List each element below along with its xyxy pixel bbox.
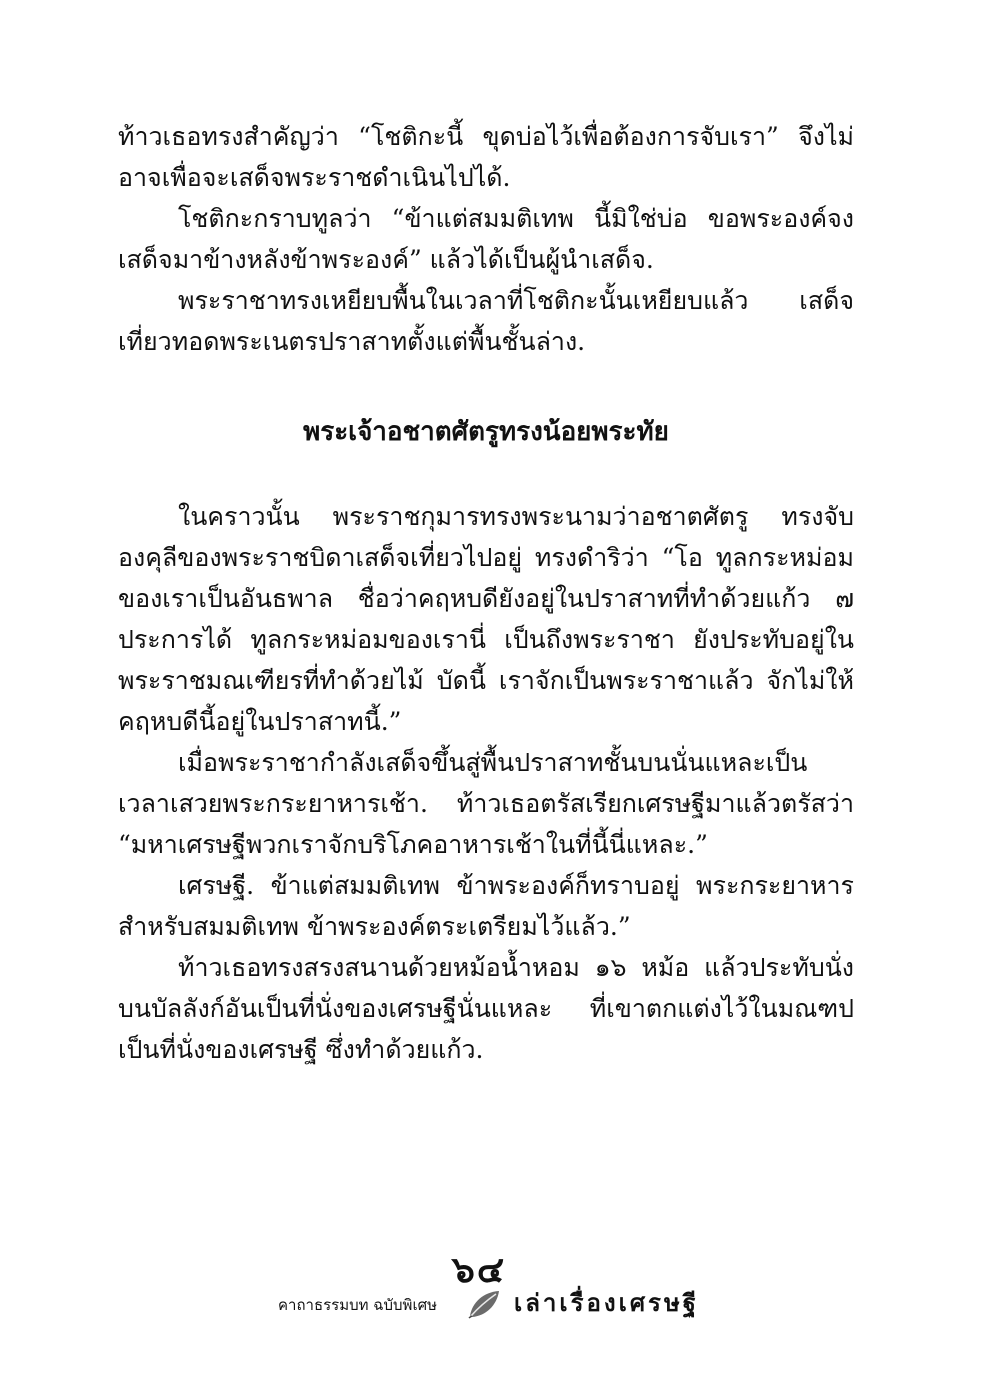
series-title: เล่าเรื่องเศรษฐี <box>514 1288 700 1317</box>
page-number: ๖๔ <box>452 1249 507 1291</box>
text-block-top <box>118 116 854 362</box>
paragraph-1: ท้าวเธอทรงสำคัญว่า “โชติกะนี้ ขุดบ่อไว้เพื่อต้องการจับเรา” จึงไม่อาจเพื่อจะเสด็จพระราชดำเนินไปได้. <box>118 122 854 192</box>
text-block-main <box>118 496 854 1070</box>
book-title: คาถาธรรมบท ฉบับพิเศษ <box>278 1296 437 1314</box>
leaf-icon <box>466 1288 502 1320</box>
paragraph-3: พระราชาทรงเหยียบพื้นในเวลาที่โชติกะนั้นเหยียบแล้ว เสด็จเที่ยวทอดพระเนตรปราสาทตั้งแต่พื้นชั้นล่าง. <box>118 286 854 356</box>
paragraph-6: เศรษฐี. ข้าแต่สมมติเทพ ข้าพระองค์ก็ทราบอยู่ พระกระยาหารสำหรับสมมติเทพ ข้าพระองค์ตระเตรียมไว้แล้ว.” <box>118 871 854 941</box>
page-footer <box>270 1250 730 1330</box>
section-heading: พระเจ้าอชาตศัตรูทรงน้อยพระทัย <box>303 417 669 447</box>
paragraph-2: โชติกะกราบทูลว่า “ข้าแต่สมมติเทพ นี้มิใช่บ่อ ขอพระองค์จงเสด็จมาข้างหลังข้าพระองค์” แล้วได้เป็นผู้นำเสด็จ. <box>118 204 854 274</box>
paragraph-4: ในคราวนั้น พระราชกุมารทรงพระนามว่าอชาตศัตรู ทรงจับองคุลีของพระราชบิดาเสด็จเที่ยวไปอยู่ ทรงดำริว่า “โอ ทูลกระหม่อมของเราเป็นอันธพาล ชื่อว่าคฤหบดียังอยู่ในปราสาทที่ทำด้วยแก้ว ๗ ประการได้ ทูลกระหม่อมของเรานี่ เป็นถึงพระราชา ยังประทับอยู่ในพระราชมณเฑียรที่ทำด้วยไม้ บัดนี้ เราจักเป็นพระราชาแล้ว จักไม่ให้คฤหบดีนี้อยู่ในปราสาทนี้.” <box>118 502 854 736</box>
paragraph-7: ท้าวเธอทรงสรงสนานด้วยหม้อน้ำหอม ๑๖ หม้อ แล้วประทับนั่งบนบัลลังก์อันเป็นที่นั่งของเศรษฐีนั่นแหละ ที่เขาตกแต่งไว้ในมณฑป เป็นที่นั่งของเศรษฐี ซึ่งทำด้วยแก้ว. <box>118 953 854 1064</box>
paragraph-5: เมื่อพระราชากำลังเสด็จขึ้นสู่พื้นปราสาทชั้นบนนั่นแหละเป็นเวลาเสวยพระกระยาหารเช้า. ท้าวเธอตรัสเรียกเศรษฐีมาแล้วตรัสว่า “มหาเศรษฐีพวกเราจักบริโภคอาหารเช้าในที่นี้นี่แหละ.” <box>118 748 854 859</box>
